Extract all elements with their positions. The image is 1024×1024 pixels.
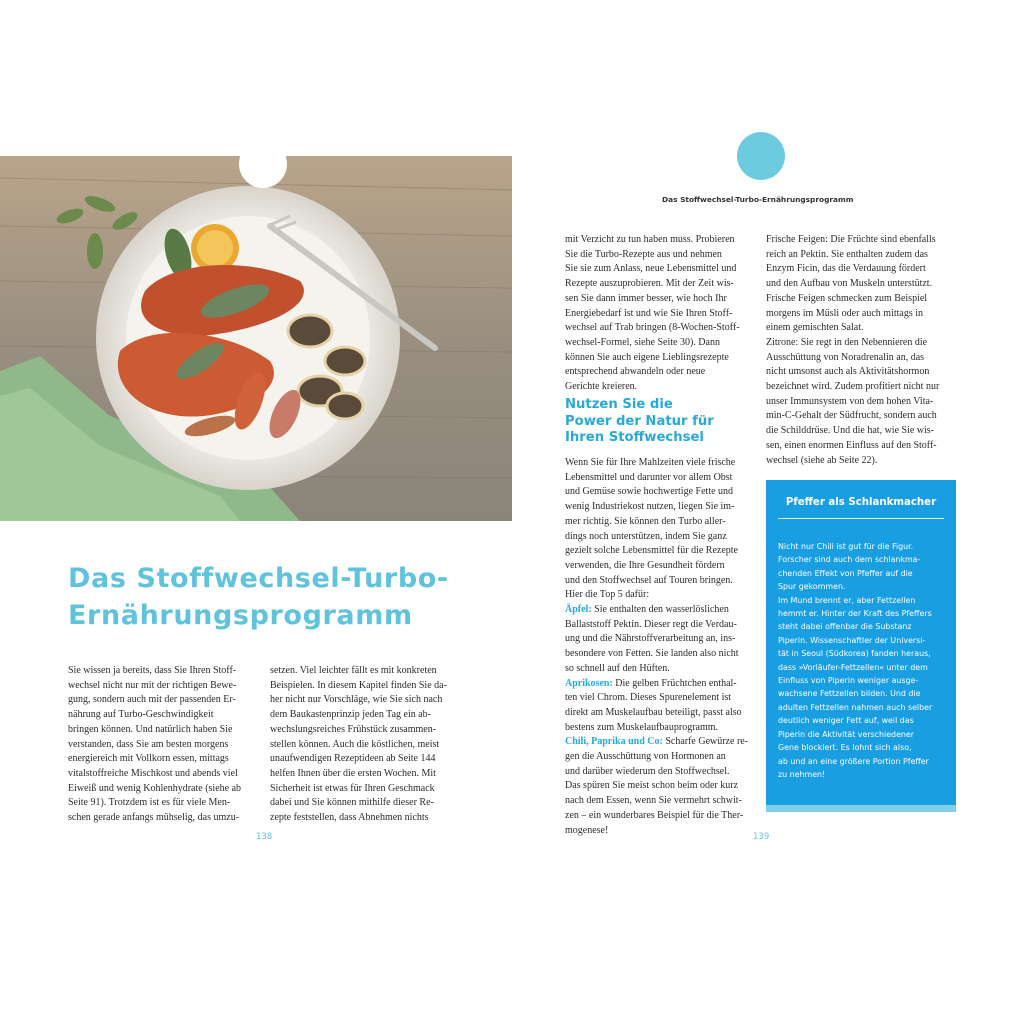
text-line: wachsene Fettzellen bilden. Und die [778,689,921,699]
text-line: dass »Vorläufer-Fettzellen« unter dem [778,662,928,672]
text-line: wechsel auf Trab bringen (8-Wochen-Stoff- [565,322,740,334]
text-line: dabei und Sie können mithilfe dieser Re- [270,797,434,809]
subtitle-line: Ihren Stoffwechsel [565,430,704,445]
text-line: nicht umsonst auch als Aktivitätshormon [766,366,930,378]
text-line: einem gemischten Salat. [766,322,864,334]
food-photo-illustration [0,156,512,521]
food-photo [0,156,512,521]
text-line: Energiebedarf ist und wie Sie Ihren Stoff- [565,307,733,319]
text-line: Einfluss von Piperin weniger ausge- [778,676,919,686]
text-line: Hier die Top 5 dafür: [565,589,650,601]
text-line: Frische Feigen schmecken zum Beispiel [766,292,928,304]
text-line: steht dabei offenbar die Substanz [778,622,912,632]
text-line: Sie sie zum Anlass, neue Lebensmittel und [565,263,737,275]
right-column-1 [565,233,755,395]
text-line: können Sie auch eigene Lieblingsrezepte [565,351,729,363]
text-line: und den Stoffwechsel auf Touren bringen. [565,574,733,586]
text-line: bringen können. Und natürlich haben Sie [68,723,233,735]
text-line: bezeichnet wird. Zudem profitiert nicht nur [766,381,940,393]
text-line: wechslungsreiches Frühstück zusammen- [270,723,437,735]
text-line: schen gerade anfangs mühselig, das umzu- [68,812,240,824]
text-line: energiereich mit Vollkorn essen, mittags [68,753,229,765]
text-line: mit Verzicht zu tun haben muss. Probieren [565,234,735,245]
chapter-title-line: Ernährungsprogramm [68,600,413,631]
text-line: ung und die Nährstoffverarbeitung an, ins- [565,633,736,645]
text-line: Lebensmittel und darunter vor allem Obst [565,471,733,483]
text-line: Ballaststoff Pektin. Dieser regt die Verdau- [565,618,737,630]
item-text: Die gelben Früchtchen enthal- [612,677,737,689]
info-box [766,480,956,812]
text-line: Frische Feigen: Die Früchte sind ebenfalls [766,234,936,245]
text-line: Wenn Sie für Ihre Mahlzeiten viele frische [565,457,736,468]
text-line: direkt am Muskelaufbau beteiligt, passt also [565,706,742,718]
text-line: so schnell auf den Hüften. [565,662,670,674]
text-line: Gerichte kreieren. [565,381,638,393]
page-number-left: 138 [256,832,273,842]
running-head: Das Stoffwechsel-Turbo-Ernährungsprogramm [662,195,854,204]
item-text: Sie enthalten den wasserlöslichen [591,604,729,616]
text-line: reich an Pektin. Sie enthalten zudem das [766,248,928,260]
list-item-aprikosen [565,677,757,692]
text-line: und Gemüse sowie hochwertige Fette und [565,486,734,498]
chapter-title-line: Das Stoffwechsel-Turbo- [68,563,449,594]
text-line: tät in Seoul (Südkorea) fanden heraus, [778,649,931,659]
item-label: Chili, Paprika und Co: [565,736,663,748]
text-line: Enzym Ficin, das die Verdauung fördert [766,263,926,275]
text-line: her nicht nur Vorschläge, wie Sie sich nach [270,694,443,706]
subtitle-line: Power der Natur für [565,413,714,429]
right-column-2 [766,233,956,468]
text-line: adulten Fettzellen nahmen auch selber [778,702,933,712]
text-line: und darüber wiederum den Stoffwechsel. [565,765,730,777]
text-line: Im Mund brennt er, aber Fettzellen [778,595,916,605]
list-item-chili [565,735,757,750]
text-line: wechsel-Formel, siehe Seite 30). Dann [565,336,720,348]
text-line: mer richtig. Sie können den Turbo aller- [565,515,726,527]
text-line: zen – ein wunderbares Beispiel für die Ther- [565,809,744,821]
text-line: Piperin die Aktivität verschiedener [778,729,915,739]
text-line: sen, einen enormen Einfluss auf den Stoff- [766,439,937,451]
text-line: chenden Effekt von Pfeffer auf die [778,568,913,578]
text-line: Das spüren Sie meist schon beim oder kurz [565,780,739,792]
text-line: nährung auf Turbo-Geschwindigkeit [68,709,214,721]
info-box-body [778,540,950,781]
text-line: und den Aufbau von Muskeln unterstützt. [766,278,933,290]
text-line: helfen Ihnen über die ersten Wochen. Mit [270,767,436,779]
page-number-right: 139 [753,832,770,842]
text-line: wechsel nicht nur mit der richtigen Bewe- [68,679,237,691]
text-line: wenig Industriekost nutzen, liegen Sie im- [565,501,735,513]
chapter-tab-marker [737,132,785,180]
text-line: sen Sie dann immer besser, wie hoch Ihr [565,292,727,304]
text-line: die Schilddrüse. Und die hat, wie Sie wis- [766,425,935,437]
page-tab-notch [239,140,287,188]
text-line: gung, sondern auch mit der passenden Er- [68,694,236,706]
text-line: bestens zum Muskelaufbauprogramm. [565,721,719,733]
text-line: nach dem Essen, wenn Sie vermehrt schwit- [565,795,742,807]
text-line: Rezepte auszuprobieren. Mit der Zeit wis- [565,278,734,290]
text-line: Eiweiß und wenig Kohlenhydrate (siehe ab [68,782,242,794]
text-line: mogenese! [565,824,609,836]
text-line: Zitrone: Sie regt in den Nebennieren die [766,336,928,348]
text-line: min-C-Gehalt der Südfrucht, sondern auch [766,410,937,422]
list-item-apfel [565,603,757,618]
text-line: Nicht nur Chili ist gut für die Figur. [778,542,914,551]
text-line: Sie die Turbo-Rezepte aus und nehmen [565,248,722,260]
text-line: entsprechend abwandeln oder neue [565,366,706,378]
text-line: besondere von Fetten. Sie landen also nicht [565,648,739,660]
section-subtitle [565,397,755,447]
item-label: Aprikosen: [565,677,613,689]
chapter-title [68,560,488,634]
text-line: Piperin. Wissenschaftler der Universi- [778,635,926,645]
text-line: hemmt er. Hinter der Kraft des Pfeffers [778,609,932,619]
text-line: zu nehmen! [778,769,826,779]
text-line: verwenden, die Ihre Gesundheit fördern [565,559,725,571]
section-body [565,456,757,838]
text-line: zepte feststellen, dass Abnehmen nichts [270,812,429,824]
text-line: Forscher sind auch dem schlankma- [778,555,921,565]
item-text: Scharfe Gewürze re- [662,736,749,748]
text-line: wechsel (siehe ab Seite 22). [766,454,878,466]
body-column-2 [270,664,456,826]
text-line: Sie wissen ja bereits, dass Sie Ihren Stoff- [68,665,237,676]
text-line: deutlich weniger Fett auf, weil das [778,716,914,726]
info-box-title: Pfeffer als Schlankmacher [785,497,937,508]
text-line: unaufwendigen Rezeptideen ab Seite 144 [270,753,436,765]
text-line: verstanden, dass Sie am besten morgens [68,738,229,750]
text-line: Gene blockiert. Es lohnt sich also, [778,743,912,753]
text-line: setzen. Viel leichter fällt es mit konkreten [270,665,437,676]
body-column-1 [68,664,254,826]
text-line: unser Immunsystem von dem hohen Vita- [766,395,934,407]
text-line: Ausschüttung von Noradrenalin an, das [766,351,925,363]
text-line: gen die Ausschüttung von Hormonen an [565,751,726,763]
text-line: dem Baukastenprinzip jeden Tag ein ab- [270,709,432,721]
text-line: dings noch unterstützen, indem Sie ganz [565,530,727,542]
text-line: stellen können. Auch die köstlichen, meist [270,738,440,750]
text-line: morgens im Müsli oder auch mittags in [766,307,924,319]
text-line: ab und an eine größere Portion Pfeffer [778,756,929,766]
info-box-strip [766,805,956,812]
item-label: Äpfel: [565,604,592,616]
text-line: vitalstoffreiche Mischkost und abends viel [68,767,238,779]
text-line: Spur gekommen. [778,582,846,592]
text-line: Beispielen. In diesem Kapitel finden Sie da- [270,679,447,691]
text-line: Seite 91). Trotzdem ist es für viele Men- [68,797,231,809]
info-box-divider [778,518,944,519]
text-line: ten viel Chrom. Dieses Spurenelement ist [565,692,732,704]
text-line: gezielt solche Lebensmittel für die Rezepte [565,545,738,557]
text-line: Sicherheit ist etwas für Ihren Geschmack [270,782,435,794]
subtitle-line: Nutzen Sie die [565,397,673,412]
